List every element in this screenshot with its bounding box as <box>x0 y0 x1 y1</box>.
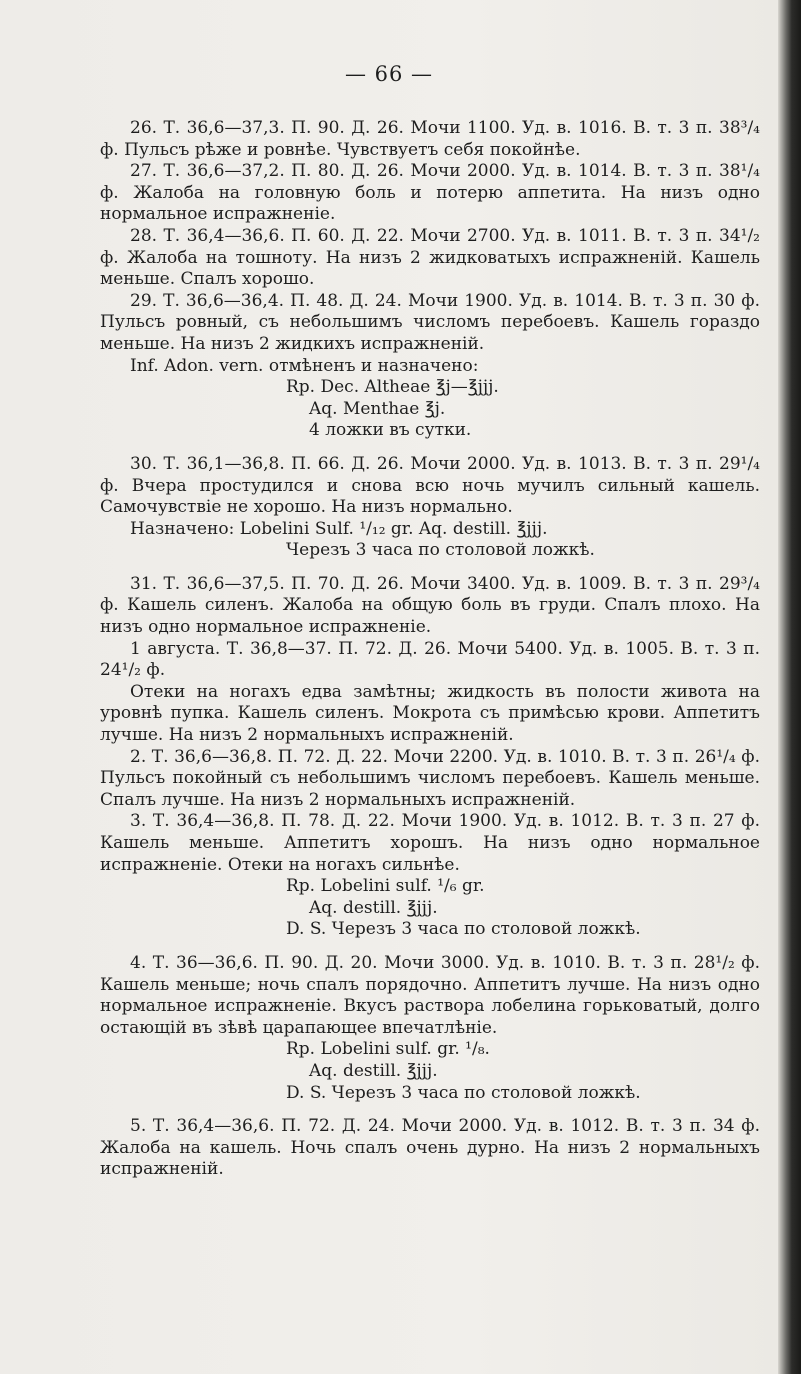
paragraph: 1 августа. Т. 36,8—37. П. 72. Д. 26. Мочи 5400. Уд. в. 1005. В. т. 3 п. 24¹/₂ ф. <box>100 638 760 681</box>
paragraph: 26. Т. 36,6—37,3. П. 90. Д. 26. Мочи 1100. Уд. в. 1016. В. т. 3 п. 38³/₄ ф. Пульсъ рѣже и ровнѣе. Чувствуетъ себя покойнѣе. <box>100 118 760 160</box>
paragraph: 30. Т. 36,1—36,8. П. 66. Д. 26. Мочи 2000. Уд. в. 1013. В. т. 3 п. 29¹/₄ ф. Вчера простудился и снова всю ночь мучилъ сильный кашель. Самочувствіе не хорошо. На низъ нормально. <box>100 453 760 518</box>
page-text <box>100 118 760 1181</box>
prescription-line: Aq. destill. ℥jjj. <box>309 897 438 918</box>
prescription-line: D. S. Черезъ 3 часа по столовой ложкѣ. <box>286 1082 641 1103</box>
prescription-line: Rp. Dec. Althеае ℥j—℥jjj. <box>286 377 499 398</box>
paragraph: Отеки на ногахъ едва замѣтны; жидкость въ полости живота на уровнѣ пупка. Кашель силенъ. Мокрота съ примѣсью крови. Аппетитъ лучше. На низъ 2 нормальныхъ испражненій. <box>100 681 760 746</box>
paragraph: 5. Т. 36,4—36,6. П. 72. Д. 24. Мочи 2000. Уд. в. 1012. В. т. 3 п. 34 ф. Жалоба на кашель. Ночь спалъ очень дурно. На низъ 2 нормальныхъ испражненій. <box>100 1116 760 1180</box>
paragraph: 3. Т. 36,4—36,8. П. 78. Д. 22. Мочи 1900. Уд. в. 1012. В. т. 3 п. 27 ф. Кашель меньше. Аппетитъ хорошъ. На низъ одно нормальное испражненіе. Отеки на ногахъ сильнѣе. <box>100 811 760 875</box>
paragraph: 31. Т. 36,6—37,5. П. 70. Д. 26. Мочи 3400. Уд. в. 1009. В. т. 3 п. 29³/₄ ф. Кашель силенъ. Жалоба на общую боль въ груди. Спалъ плохо. На низъ одно нормальное испражненіе. <box>100 573 760 638</box>
prescription-line: Aq. destill. ℥jjj. <box>309 1060 438 1081</box>
paragraph: 2. Т. 36,6—36,8. П. 72. Д. 22. Мочи 2200. Уд. в. 1010. В. т. 3 п. 26¹/₄ ф. Пульсъ покойный съ небольшимъ числомъ перебоевъ. Кашель меньше. Спалъ лучше. На низъ 2 нормальныхъ испражненій. <box>100 746 760 810</box>
prescription-line: 4 ложки въ сутки. <box>309 420 472 441</box>
paragraph: 29. Т. 36,6—36,4. П. 48. Д. 24. Мочи 1900. Уд. в. 1014. В. т. 3 п. 30 ф. Пульсъ ровный, съ небольшимъ числомъ перебоевъ. Кашель гораздо меньше. На низъ 2 жидкихъ испражненій. <box>100 290 760 354</box>
paragraph: 28. Т. 36,4—36,6. П. 60. Д. 22. Мочи 2700. Уд. в. 1011. В. т. 3 п. 34¹/₂ ф. Жалоба на тошноту. На низъ 2 жидковатыхъ испражненій. Кашель меньше. Спалъ хорошо. <box>100 225 760 290</box>
prescription-line: Rp. Lobelini sulf. gr. ¹/₈. <box>286 1039 490 1060</box>
paragraph: Inf. Adon. vern. отмѣненъ и назначено: <box>130 355 479 376</box>
page-edge-shadow <box>778 0 801 1374</box>
prescription-line: Rp. Lobelini sulf. ¹/₆ gr. <box>286 876 485 897</box>
prescription-line: D. S. Черезъ 3 часа по столовой ложкѣ. <box>286 919 641 940</box>
paragraph: Назначено: Lobelini Sulf. ¹/₁₂ gr. Aq. destill. ℥jjj. <box>130 518 548 539</box>
paragraph: 4. Т. 36—36,6. П. 90. Д. 20. Мочи 3000. Уд. в. 1010. В. т. 3 п. 28¹/₂ ф. Кашель меньше; ночь спалъ порядочно. Аппетитъ лучше. На низъ одно нормальное испражненіе. Вкусъ раствора лобелина горьковатый, долго остающій въ зѣвѣ царапающее впечатлѣніе. <box>100 952 760 1038</box>
paragraph: 27. Т. 36,6—37,2. П. 80. Д. 26. Мочи 2000. Уд. в. 1014. В. т. 3 п. 38¹/₄ ф. Жалоба на головную боль и потерю аппетита. На низъ одно нормальное испражненіе. <box>100 161 760 225</box>
prescription-line: Aq. Menthae ℥j. <box>309 398 446 419</box>
prescription-line: Черезъ 3 часа по столовой ложкѣ. <box>286 540 595 561</box>
page-number: — 66 — <box>344 62 434 86</box>
